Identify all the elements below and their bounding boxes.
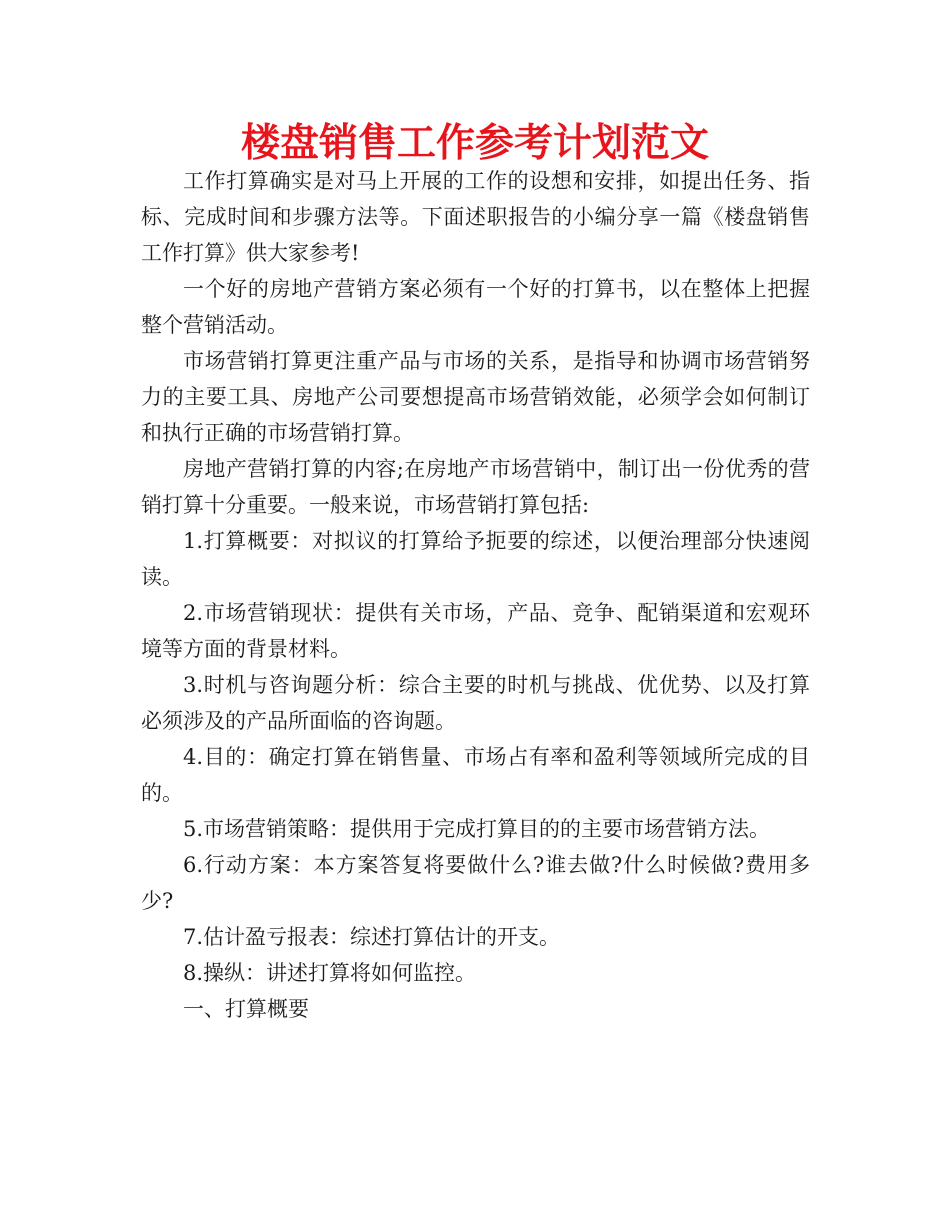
list-item-control: 8.操纵：讲述打算将如何监控。 — [183, 961, 477, 985]
paragraph-plan-importance: 一个好的房地产营销方案必须有一个好的打算书，以在整体上把握整个营销活动。 — [141, 277, 810, 337]
list-item-opportunity-analysis: 3.时机与咨询题分析：综合主要的时机与挑战、优优势、以及打算必须涉及的产品所面临的咨询题。 — [141, 673, 810, 733]
page-title: 楼盘销售工作参考计划范文 — [240, 121, 709, 166]
list-item-objectives: 4.目的：确定打算在销售量、市场占有率和盈利等领域所完成的目的。 — [141, 745, 810, 805]
paragraph-plan-contents: 房地产营销打算的内容;在房地产市场营销中，制订出一份优秀的营销打算十分重要。一般来说，市场营销打算包括: — [141, 457, 810, 517]
list-item-profit-loss: 7.估计盈亏报表：综述打算估计的开支。 — [183, 925, 561, 949]
paragraph-intro: 工作打算确实是对马上开展的工作的设想和安排，如提出任务、指标、完成时间和步骤方法等。下面述职报告的小编分享一篇《楼盘销售工作打算》供大家参考! — [141, 169, 810, 265]
list-item-market-status: 2.市场营销现状：提供有关市场，产品、竞争、配销渠道和宏观环境等方面的背景材料。 — [141, 601, 810, 661]
paragraph-marketing-plan: 市场营销打算更注重产品与市场的关系，是指导和协调市场营销努力的主要工具、房地产公司要想提高市场营销效能，必须学会如何制订和执行正确的市场营销打算。 — [141, 349, 810, 445]
list-item-action-plan: 6.行动方案：本方案答复将要做什么?谁去做?什么时候做?费用多少? — [141, 853, 810, 913]
document-body — [141, 163, 810, 1027]
section-heading-summary: 一、打算概要 — [183, 997, 309, 1021]
list-item-strategy: 5.市场营销策略：提供用于完成打算目的的主要市场营销方法。 — [183, 817, 771, 841]
list-item-summary: 1.打算概要：对拟议的打算给予扼要的综述，以便治理部分快速阅读。 — [141, 529, 810, 589]
